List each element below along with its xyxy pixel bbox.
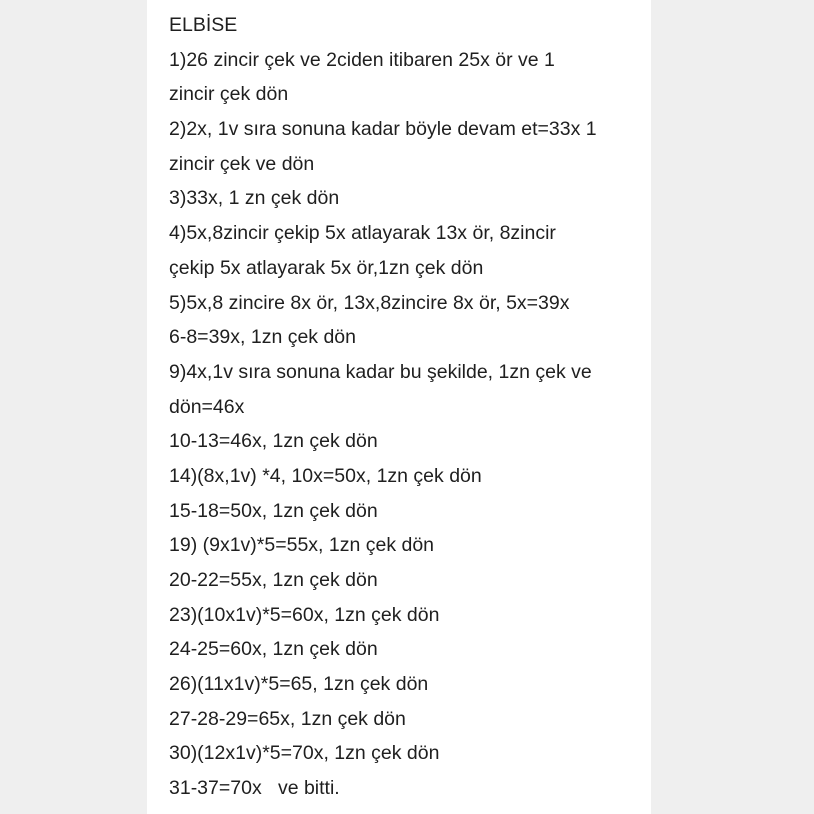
text-line: 15-18=50x, 1zn çek dön [169,499,378,522]
text-line: 10-13=46x, 1zn çek dön [169,430,378,453]
text-line: 6-8=39x, 1zn çek dön [169,326,357,349]
text-line: 23)(10x1v)*5=60x, 1zn çek dön [169,603,440,626]
text-line: çekip 5x atlayarak 5x ör,1zn çek dön [169,256,484,279]
text-line: 4)5x,8zincir çekip 5x atlayarak 13x ör, 8zincir [169,222,556,245]
text-line: 14)(8x,1v) *4, 10x=50x, 1zn çek dön [169,464,482,487]
text-line: 19) (9x1v)*5=55x, 1zn çek dön [169,534,435,557]
text-line: 1)26 zincir çek ve 2ciden itibaren 25x ör ve 1 [169,48,555,71]
text-line: 2)2x, 1v sıra sonuna kadar böyle devam et=33x 1 [169,118,597,141]
text-line: 24-25=60x, 1zn çek dön [169,638,378,661]
text-line: 20-22=55x, 1zn çek dön [169,569,378,591]
document-page [147,0,651,814]
text-line: 26)(11x1v)*5=65, 1zn çek dön [169,673,429,696]
text-line: dön=46x [169,395,245,418]
text-line: 27-28-29=65x, 1zn çek dön [169,707,406,730]
text-line: 31-37=70x ve bitti. [169,777,340,800]
text-line: 9)4x,1v sıra sonuna kadar bu şekilde, 1zn çek ve [169,360,592,383]
text-line: 5)5x,8 zincire 8x ör, 13x,8zincire 8x ör, 5x=39x [169,291,570,314]
text-line: 3)33x, 1 zn çek dön [169,187,340,210]
text-line: zincir çek dön [169,83,289,106]
document-title: ELBİSE [169,14,238,36]
text-line: 30)(12x1v)*5=70x, 1zn çek dön [169,742,440,765]
text-line: zincir çek ve dön [169,152,315,175]
pattern-text [169,8,597,806]
